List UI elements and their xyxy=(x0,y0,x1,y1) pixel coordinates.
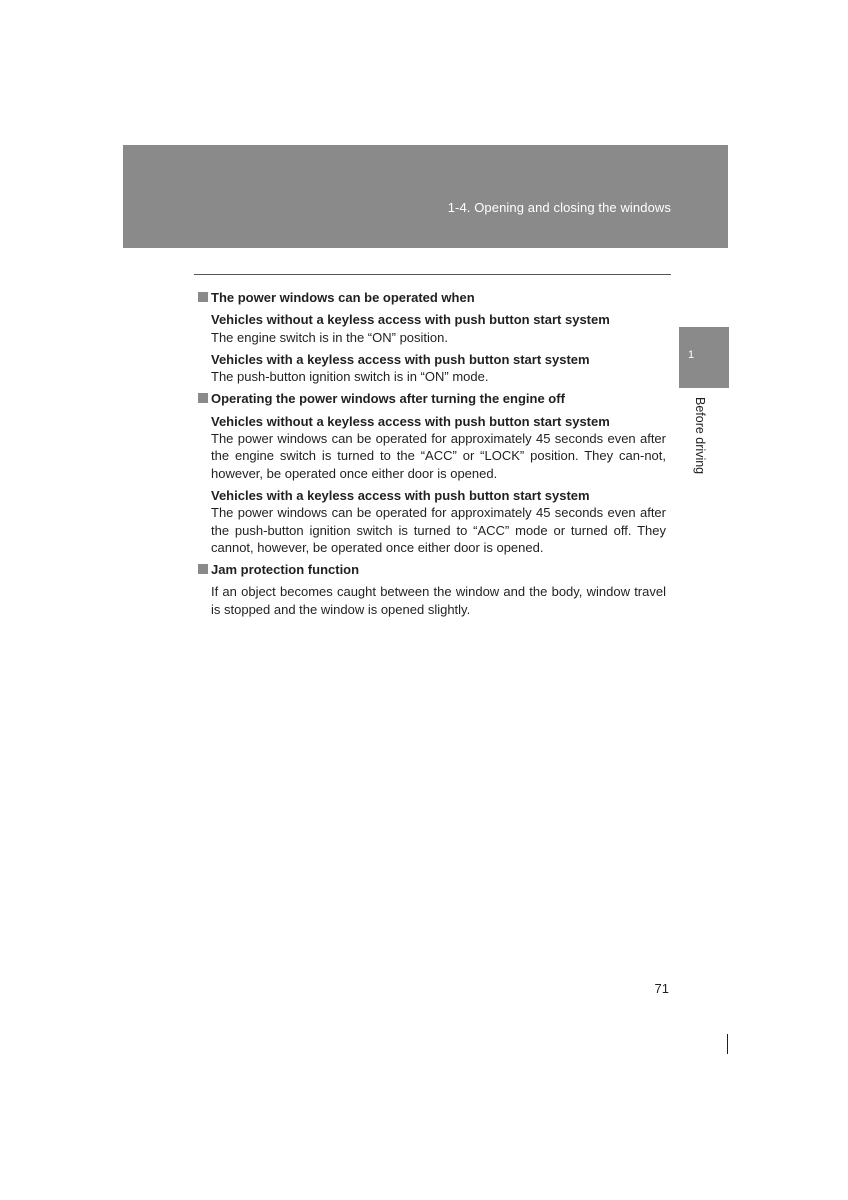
square-bullet-icon xyxy=(198,393,208,403)
section-heading-text: Operating the power windows after turning the engine off xyxy=(211,391,565,407)
header-band xyxy=(123,145,728,248)
body-text: The power windows can be operated for approximately 45 seconds even after the push-button ignition switch is turned to “ACC” mode or turned off. They cannot, however, be operated once either door is opened. xyxy=(211,505,666,555)
content-block xyxy=(211,413,666,482)
sub-heading: Vehicles without a keyless access with push button start system xyxy=(211,312,610,328)
section-heading xyxy=(198,289,666,306)
square-bullet-icon xyxy=(198,564,208,574)
square-bullet-icon xyxy=(198,292,208,302)
header-rule xyxy=(194,274,671,275)
section-heading xyxy=(198,561,666,578)
section-heading xyxy=(198,390,666,407)
chapter-label: Before driving xyxy=(693,397,707,475)
page-number: 71 xyxy=(654,981,669,996)
chapter-number: 1 xyxy=(688,349,695,361)
section-heading-text: Jam protection function xyxy=(211,562,360,578)
section-title: 1-4. Opening and closing the windows xyxy=(447,200,671,215)
body-text: The engine switch is in the “ON” position. xyxy=(211,329,448,345)
body-text: The power windows can be operated for approximately 45 seconds even after the engine switch is turned to the “ACC” or “LOCK” position. They can-not, however, be operated once either door is opened. xyxy=(211,431,666,481)
page-content xyxy=(198,289,666,623)
body-text: If an object becomes caught between the window and the body, window travel is stopped and the window is opened slightly. xyxy=(211,584,666,617)
sub-heading: Vehicles with a keyless access with push button start system xyxy=(211,351,590,367)
content-block xyxy=(211,583,666,618)
content-block xyxy=(211,311,666,346)
page-edge-mark xyxy=(727,1034,728,1054)
section-heading-text: The power windows can be operated when xyxy=(211,290,475,305)
sub-heading: Vehicles without a keyless access with push button start system xyxy=(211,413,610,429)
body-text: The push-button ignition switch is in “ON” mode. xyxy=(211,369,489,385)
content-block xyxy=(211,351,666,386)
sub-heading: Vehicles with a keyless access with push button start system xyxy=(211,487,590,503)
chapter-tab xyxy=(679,327,729,388)
content-block xyxy=(211,487,666,556)
